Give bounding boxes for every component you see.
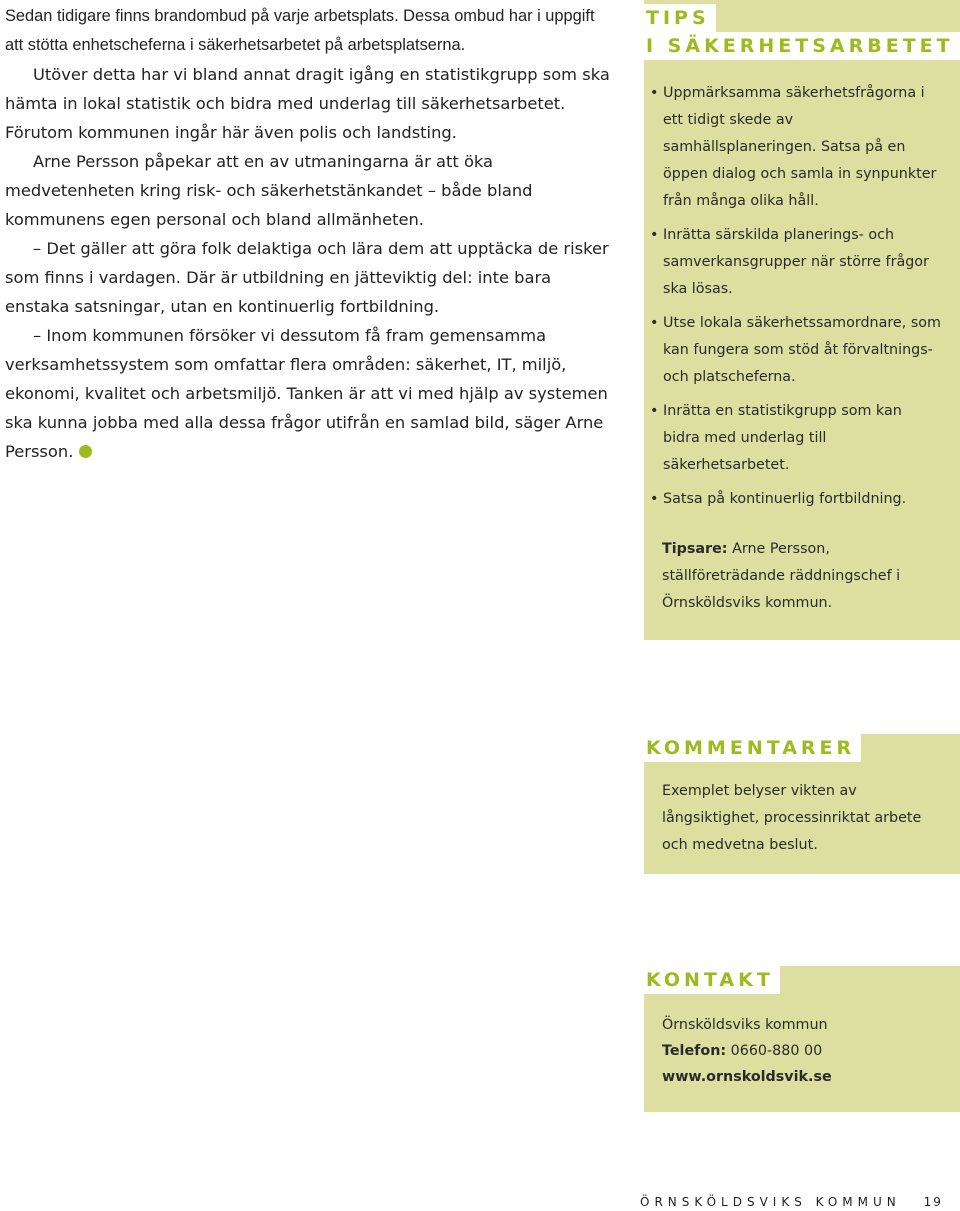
page-footer [640, 1195, 943, 1209]
list-item [652, 310, 942, 391]
tips-box [644, 0, 960, 640]
bullet-icon: • [650, 85, 659, 101]
list-item-text: Inrätta särskilda planerings- och samverkansgrupper när större frågor ska lösas. [663, 227, 929, 297]
kommentarer-text: Exemplet belyser vikten av långsiktighet, processinriktat arbete och medvetna beslut. [662, 783, 922, 853]
paragraph: Utöver detta har vi bland annat dragit igång en statistikgrupp som ska hämta in lokal statistik och bidra med underlag till säkerhetsarbetet. Förutom kommunen ingår här även polis och landsting. [5, 65, 610, 142]
article-body [5, 2, 617, 466]
paragraph: Sedan tidigare finns brandombud på varje arbetsplats. Dessa ombud har i uppgift att stötta enhetscheferna i säkerhetsarbetet på arbetsplatserna. [5, 7, 595, 54]
list-item-text: Uppmärksamma säkerhetsfrågorna i ett tidigt skede av samhällsplaneringen. Satsa på en öppen dialog och samla in synpunkter från många olika håll. [663, 85, 937, 209]
list-item-text: Inrätta en statistikgrupp som kan bidra med underlag till säkerhetsarbetet. [663, 403, 902, 473]
tipsare-label: Tipsare: [662, 541, 728, 557]
kommentarer-heading: KOMMENTARER [644, 734, 861, 762]
tips-heading: TIPS [644, 4, 716, 32]
paragraph-last [5, 321, 617, 466]
bullet-icon: • [650, 403, 659, 419]
bullet-icon: • [650, 491, 659, 507]
list-item-text: Utse lokala säkerhetssamordnare, som kan fungera som stöd åt förvaltnings- och platscheferna. [663, 315, 941, 385]
page-number: 19 [923, 1195, 943, 1209]
list-item [652, 222, 942, 303]
kommentarer-box [644, 734, 960, 874]
phone-number: 0660-880 00 [730, 1043, 823, 1059]
list-item [652, 486, 942, 513]
bullet-icon: • [650, 315, 659, 331]
phone-label: Telefon: [662, 1043, 727, 1059]
tips-list [652, 80, 942, 520]
paragraph: – Det gäller att göra folk delaktiga och lära dem att upptäcka de risker som finns i vardagen. Där är utbildning en jätteviktig del: inte bara enstaka satsningar, utan en kontinuerlig fortbildning. [5, 239, 609, 316]
paragraph-text: – Inom kommunen försöker vi dessutom få fram gemensamma verksamhetssystem som omfattar flera områden: säkerhet, IT, miljö, ekonomi, kvalitet och arbetsmiljö. Tanken är att vi med hjälp av systemen ska kunna jobba med alla dessa frågor utifrån en samlad bild, säger Arne Persson. [5, 326, 608, 461]
list-item [652, 80, 942, 215]
end-mark-dot-icon [79, 445, 92, 458]
kontakt-org: Örnsköldsviks kommun [662, 1017, 828, 1033]
kontakt-phone-row [662, 1038, 922, 1064]
tips-subheading: I SÄKERHETSARBETET [644, 32, 960, 60]
list-item-text: Satsa på kontinuerlig fortbildning. [663, 491, 907, 507]
list-item [652, 398, 942, 479]
footer-publisher: ÖRNSKÖLDSVIKS KOMMUN [640, 1195, 901, 1209]
kontakt-box [644, 966, 960, 1112]
kontakt-details [662, 1012, 922, 1090]
kontakt-heading: KONTAKT [644, 966, 780, 994]
website-link[interactable]: www.ornskoldsvik.se [662, 1069, 832, 1085]
tipsare-credit [662, 536, 932, 617]
bullet-icon: • [650, 227, 659, 243]
tipsare-text: Arne Persson, ställföreträdande räddningschef i Örnsköldsviks kommun. [662, 541, 901, 611]
paragraph: Arne Persson påpekar att en av utmaningarna är att öka medvetenheten kring risk- och säkerhetstänkandet – både bland kommunens egen personal och bland allmänheten. [5, 152, 533, 229]
